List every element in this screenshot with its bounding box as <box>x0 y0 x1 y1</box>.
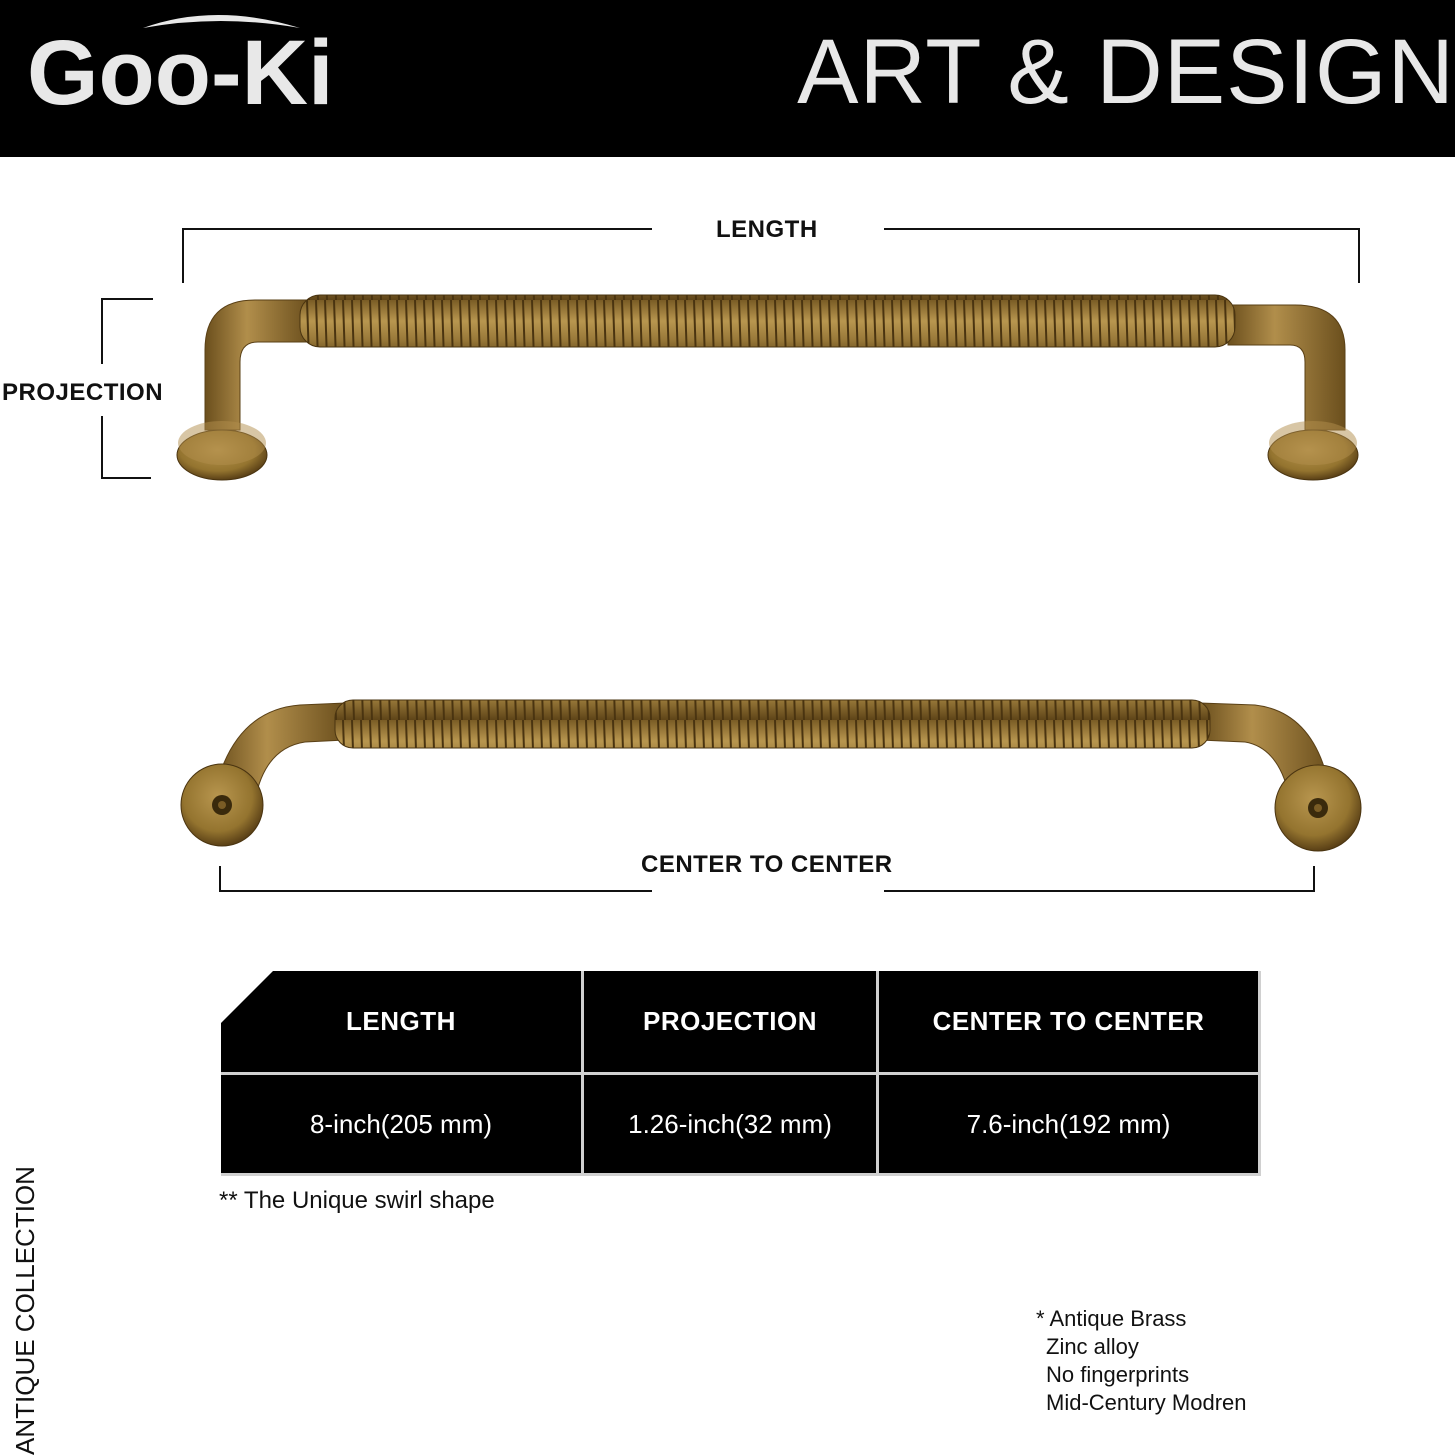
feature-list <box>1036 1305 1247 1417</box>
center-to-center-label: CENTER TO CENTER <box>641 851 893 878</box>
header-title: ART & DESIGN <box>797 21 1455 123</box>
feature-item: Mid-Century Modren <box>1046 1390 1247 1415</box>
brand-name: Goo-Ki <box>27 22 334 124</box>
length-label: LENGTH <box>716 216 818 243</box>
spec-header-center-to-center: CENTER TO CENTER <box>932 1006 1205 1036</box>
collection-label: ANTIQUE COLLECTION <box>10 1166 40 1455</box>
spec-table <box>221 971 1261 1176</box>
handle-angled-view <box>181 700 1361 851</box>
projection-label: PROJECTION <box>2 379 164 406</box>
spec-value-length: 8-inch(205 mm) <box>309 1108 493 1139</box>
spec-header-projection: PROJECTION <box>642 1006 818 1036</box>
feature-item: No fingerprints <box>1046 1362 1190 1387</box>
feature-item: * Antique Brass <box>1036 1306 1187 1331</box>
spec-value-projection: 1.26-inch(32 mm) <box>628 1108 832 1139</box>
spec-header-length: LENGTH <box>346 1006 456 1036</box>
spec-value-center-to-center: 7.6-inch(192 mm) <box>966 1108 1171 1139</box>
handle-side-view <box>177 295 1358 480</box>
swirl-note: ** The Unique swirl shape <box>219 1187 495 1214</box>
feature-item: Zinc alloy <box>1046 1334 1139 1359</box>
